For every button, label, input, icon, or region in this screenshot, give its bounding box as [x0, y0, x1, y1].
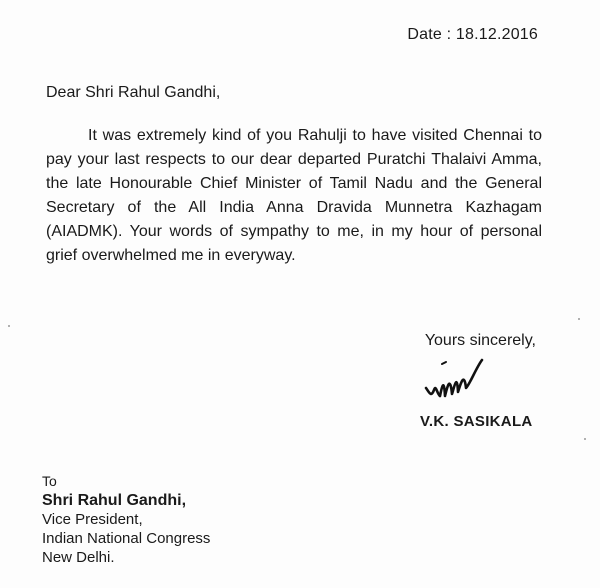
recipient-name: Shri Rahul Gandhi,: [42, 492, 187, 509]
to-label: To: [42, 473, 57, 489]
recipient-city: New Delhi.: [42, 549, 115, 566]
letter-date: Date : 18.12.2016: [407, 26, 538, 43]
letter-body: [46, 124, 542, 268]
recipient-organization: Indian National Congress: [42, 530, 211, 547]
paper-speck: [584, 438, 586, 440]
handwritten-signature: [420, 358, 500, 408]
body-paragraph: It was extremely kind of you Rahulji to have visited Chennai to pay your last respects to our dear departed Puratchi Thalaivi Amma, the late Honourable Chief Minister of Tamil Nadu and the General Secretary of the All India Anna Dravida Munnetra Kazhagam (AIADMK). Your words of sympathy to me, in my hour of personal grief overwhelmed me in everyway.: [46, 127, 542, 264]
signer-name: V.K. SASIKALA: [420, 413, 533, 430]
closing-line: Yours sincerely,: [424, 332, 536, 349]
recipient-address: [42, 472, 210, 567]
paper-speck: [578, 318, 580, 320]
salutation: Dear Shri Rahul Gandhi,: [46, 84, 221, 101]
recipient-title: Vice President,: [42, 511, 143, 528]
paper-speck: [8, 325, 10, 327]
